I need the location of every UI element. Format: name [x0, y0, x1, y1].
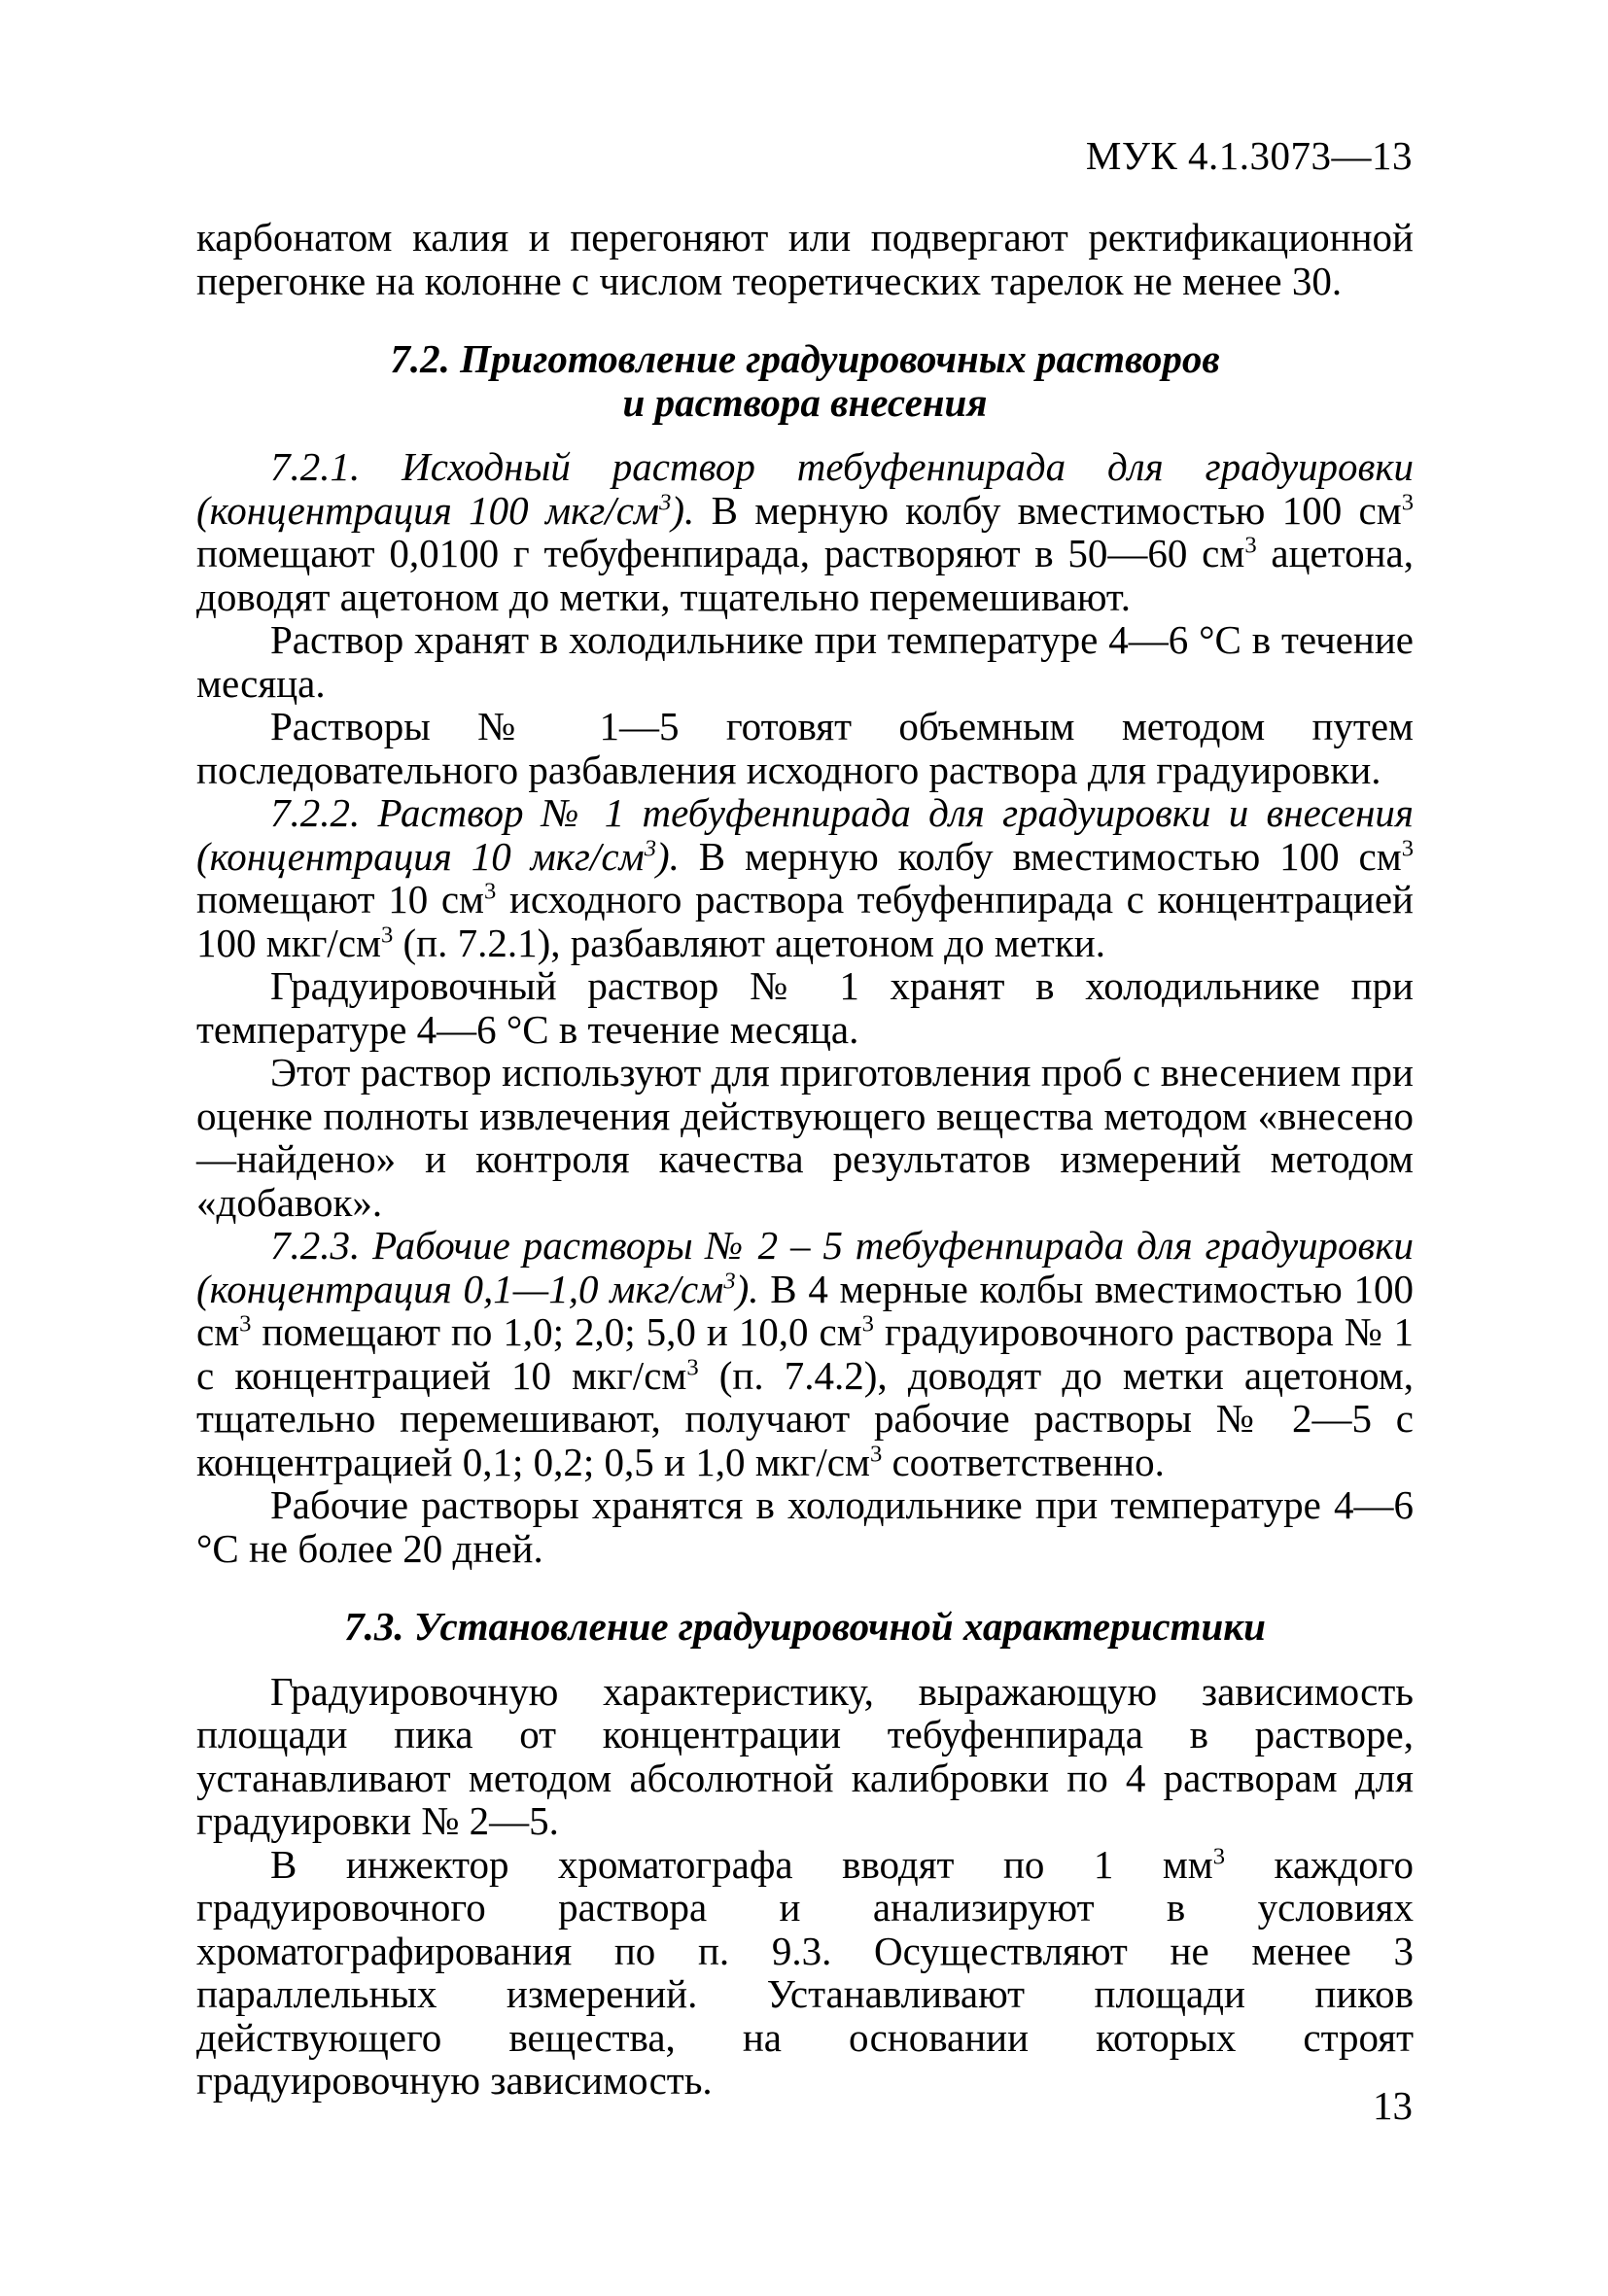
- text-run: каждого градуировочного раствора и анализируют в условиях хроматографирования по п. 9.3. Осуществляют не менее 3 параллельных измерений. Устанавливают площади пиков действующего вещества, на основании которых строят градуировочную зависимость.: [196, 1841, 1415, 2103]
- text-run: помещают 10 см: [196, 877, 485, 922]
- text-run: В мерную колбу вместимостью 100 см: [694, 487, 1402, 533]
- paragraph-solution-usage: Этот раствор используют для приготовления проб с внесением при оценке полноты извлечения действующего вещества методом «внесено—найдено» и контроля качества результатов измерений методом «добавок».: [196, 1050, 1414, 1225]
- superscript: 3: [659, 488, 672, 515]
- text-run: помещают по 1,0; 2,0; 5,0 и 10,0 см: [251, 1309, 862, 1354]
- subsection-title-text: 7.2.3. Рабочие растворы № 2 – 5 тебуфенпирада для градуировки (концентрация 0,1—1,0 мкг/см: [196, 1223, 1414, 1311]
- document-body: [196, 216, 1414, 2103]
- paragraph-injection: [196, 1843, 1414, 2103]
- paragraph-7-2-2: [196, 791, 1414, 964]
- subsection-title-end: ).: [671, 487, 695, 533]
- superscript: 3: [1244, 532, 1257, 559]
- superscript: 3: [686, 1353, 699, 1380]
- superscript: 3: [644, 834, 656, 861]
- superscript: 3: [869, 1440, 883, 1467]
- section-heading-7-3: 7.3. Установление градуировочной характеристики: [344, 1604, 1266, 1649]
- paragraph-storage-stock: Раствор хранят в холодильнике при температуре 4—6 °С в течение месяца.: [196, 617, 1414, 706]
- subsection-title-end: ).: [735, 1266, 759, 1311]
- text-run: помещают 0,0100 г тебуфенпирада, растворяют в 50—60 см: [196, 531, 1245, 575]
- paragraph-storage-solution-1: Градуировочный раствор № 1 хранят в холодильнике при температуре 4—6 °С в течение месяца.: [196, 963, 1414, 1052]
- text-run: градуировочного раствора № 1 с концентрацией 10 мкг/см: [196, 1309, 1415, 1398]
- subsection-title-end: ).: [655, 833, 680, 879]
- text-run: (п. 7.4.2), доводят до метки ацетоном, тщательно перемешивают, получают рабочие растворы № 2—5 с концентрацией 0,1; 0,2; 0,5 и 1,0 мкг/см: [196, 1352, 1414, 1484]
- superscript: 3: [1401, 834, 1414, 861]
- text-run: ацетона, доводят ацетоном до метки, тщательно перемешивают.: [196, 531, 1414, 619]
- subsection-title-text: 7.2.1. Исходный раствор тебуфенпирада для градуировки (концентрация 100 мкг/см: [196, 444, 1414, 533]
- superscript: 3: [239, 1310, 252, 1338]
- section-heading-7-2: [196, 337, 1414, 424]
- text-run: исходного раствора тебуфенпирада с концентрацией 100 мкг/см: [196, 877, 1414, 965]
- paragraph-calibration: Градуировочную характеристику, выражающую зависимость площади пика от концентрации тебуфенпирада в растворе, устанавливают методом абсолютной калибровки по 4 растворам для градуировки № 2—5.: [196, 1668, 1414, 1843]
- running-header: МУК 4.1.3073—13: [1085, 133, 1413, 178]
- text-run: В инжектор хроматографа вводят по 1 мм: [270, 1841, 1213, 1887]
- paragraph-storage-working: Рабочие растворы хранятся в холодильнике при температуре 4—6 °С не более 20 дней.: [196, 1482, 1414, 1571]
- paragraph-solutions-1-5: Растворы № 1—5 готовят объемным методом путем последовательного разбавления исходного раствора для градуировки.: [196, 704, 1414, 792]
- subsection-title-text: 7.2.2. Раствор № 1 тебуфенпирада для градуировки и внесения (концентрация 10 мкг/см: [196, 790, 1414, 879]
- section-heading-7-2-line1: 7.2. Приготовление градуировочных растворов: [390, 336, 1220, 381]
- section-heading-7-2-line2: и раствора внесения: [622, 379, 988, 425]
- page-number: 13: [1373, 2083, 1413, 2128]
- paragraph-7-2-3: [196, 1224, 1414, 1483]
- superscript: 3: [380, 921, 394, 948]
- superscript: 3: [861, 1310, 874, 1338]
- text-run: соответственно.: [882, 1439, 1165, 1484]
- text-run: (п. 7.2.1), разбавляют ацетоном до метки.: [393, 920, 1105, 965]
- superscript: 3: [484, 878, 497, 905]
- text-run: В 4 мерные колбы вместимостью 100 см: [196, 1266, 1414, 1354]
- text-run: В мерную колбу вместимостью 100 см: [679, 833, 1402, 879]
- paragraph-7-2-1: [196, 445, 1414, 618]
- superscript: 3: [1212, 1842, 1226, 1869]
- paragraph-continuation: карбонатом калия и перегоняют или подвергают ректификационной перегонке на колонне с числом теоретических тарелок не менее 30.: [196, 215, 1414, 303]
- superscript: 3: [723, 1267, 736, 1294]
- superscript: 3: [1401, 488, 1414, 515]
